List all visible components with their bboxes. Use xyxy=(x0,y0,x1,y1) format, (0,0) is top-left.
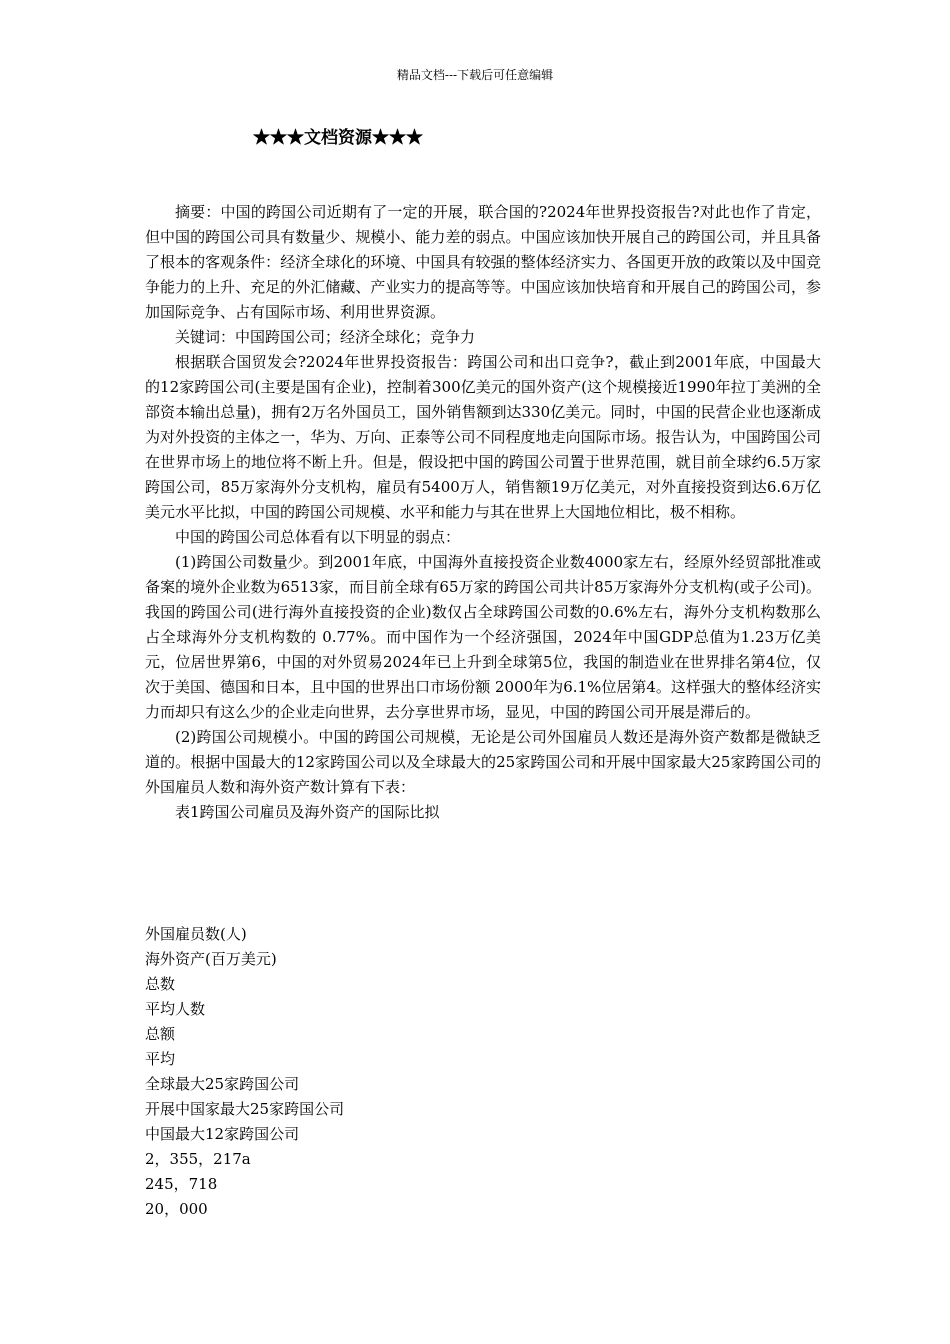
table-line: 平均人数 xyxy=(145,1000,206,1018)
table-line: 全球最大25家跨国公司 xyxy=(145,1075,300,1093)
weakness-intro-paragraph: 中国的跨国公司总体看有以下明显的弱点： xyxy=(175,528,461,546)
weakness-2-paragraph: (2)跨国公司规模小。中国的跨国公司规模，无论是公司外国雇员人数还是海外资产数都是微缺乏道的。根据中国最大的12家跨国公司以及全球最大的25家跨国公司和开展中国家最大25家跨国公司的外国雇员人数和海外资产数计算有下表： xyxy=(145,728,821,796)
table-caption: 表1跨国公司雇员及海外资产的国际比拟 xyxy=(175,803,440,821)
table-line: 2，355，217a xyxy=(145,1150,251,1168)
keywords-paragraph: 关键词：中国跨国公司；经济全球化；竞争力 xyxy=(175,328,476,346)
abstract-paragraph: 摘要：中国的跨国公司近期有了一定的开展，联合国的?2024年世界投资报告?对此也作了肯定，但中国的跨国公司具有数量少、规模小、能力差的弱点。中国应该加快开展自己的跨国公司，并且具备了根本的客观条件：经济全球化的环境、中国具有较强的整体经济实力、各国更开放的政策以及中国竞争能力的上升、充足的外汇储藏、产业实力的提高等等。中国应该加快培育和开展自己的跨国公司，参加国际竞争、占有国际市场、利用世界资源。 xyxy=(145,203,821,321)
document-banner: ★★★文档资源★★★ xyxy=(253,128,423,148)
document-body xyxy=(145,200,821,825)
report-paragraph: 根据联合国贸发会?2024年世界投资报告：跨国公司和出口竞争?，截止到2001年底，中国最大的12家跨国公司(主要是国有企业)，控制着300亿美元的国外资产(这个规模接近1990年拉丁美洲的全部资本输出总量)，拥有2万名外国员工，国外销售额到达330亿美元。同时，中国的民营企业也逐渐成为对外投资的主体之一，华为、万向、正泰等公司不同程度地走向国际市场。报告认为，中国跨国公司在世界市场上的地位将不断上升。但是，假设把中国的跨国公司置于世界范围，就目前全球约6.5万家跨国公司，85万家海外分支机构，雇员有5400万人，销售额19万亿美元，对外直接投资到达6.6万亿美元水平比拟，中国的跨国公司规模、水平和能力与其在世界上大国地位相比，极不相称。 xyxy=(145,353,821,521)
table-line: 245，718 xyxy=(145,1175,218,1193)
table-line: 海外资产(百万美元) xyxy=(145,950,277,968)
page-header: 精品文档---下载后可任意编辑 xyxy=(396,68,554,82)
table-content xyxy=(145,922,344,1222)
table-line: 外国雇员数(人) xyxy=(145,925,247,943)
table-line: 20，000 xyxy=(145,1200,208,1218)
table-line: 开展中国家最大25家跨国公司 xyxy=(145,1100,345,1118)
table-line: 中国最大12家跨国公司 xyxy=(145,1125,300,1143)
table-line: 总额 xyxy=(145,1025,176,1043)
table-line: 平均 xyxy=(145,1050,176,1068)
table-line: 总数 xyxy=(145,975,176,993)
weakness-1-paragraph: (1)跨国公司数量少。到2001年底，中国海外直接投资企业数4000家左右，经原外经贸部批准或备案的境外企业数为6513家，而目前全球有65万家的跨国公司共计85万家海外分支机构(或子公司)。我国的跨国公司(进行海外直接投资的企业)数仅占全球跨国公司数的0.6%左右，海外分支机构数那么占全球海外分支机构数的 0.77%。而中国作为一个经济强国，2024年中国GDP总值为1.23万亿美元，位居世界第6，中国的对外贸易2024年已上升到全球第5位，我国的制造业在世界排名第4位，仅次于美国、德国和日本，且中国的世界出口市场份额 2000年为6.1%位居第4。这样强大的整体经济实力而却只有这么少的企业走向世界，去分享世界市场，显见，中国的跨国公司开展是滞后的。 xyxy=(145,553,821,721)
